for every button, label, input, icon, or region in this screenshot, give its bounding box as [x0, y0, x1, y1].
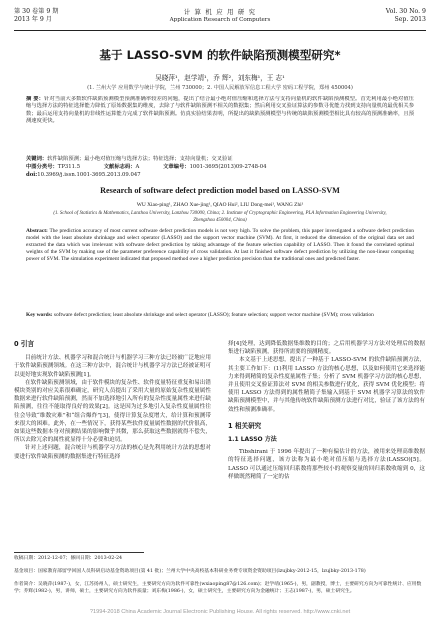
doi-label: doi: — [26, 172, 38, 178]
authors-cn: 吴晓萍¹，赵学靖¹，乔 辉²，刘东梅¹，王 志¹ — [155, 74, 285, 82]
footnote-bio: 作者简介：吴晓萍(1987-)，女，江苏扬州人，硕士研究生，主要研究方向为软件可靠性(wxiaoping87@126.com)；赵学靖(1965-)，男，副教授，博士，主要研究方向为可靠性统计、应用数学；乔辉(1982-)，男，讲师，硕士，主要研究方向为软件质量；刘东梅(1986-)，女，硕士研究生，主要研究方向为金融统计；王志(1987-)，男，硕士研究生。 — [14, 582, 422, 594]
header-right — [386, 8, 426, 24]
keywords-en — [26, 312, 414, 319]
intro-paragraph-1: 目前统计方法、机器学习和混合统计与机器学习三种方法已经被广泛地应用于软件缺陷预测领域。在这三种方法中，混合统计与机器学习方法已经被证明可以更好地实现软件缺陷预测[1]。 — [14, 355, 211, 378]
paper-title-en: Research of software defect prediction model based on LASSO-SVM — [100, 186, 340, 195]
doc-code-label: 文献标志码： — [103, 164, 136, 170]
body-column-right — [228, 340, 425, 481]
keywords-label-cn: 关键词： — [26, 156, 48, 162]
copyright-watermark: ?1994-2018 China Academic Journal Electronic Publishing House. All rights reserved. http://www.cnki.net — [89, 609, 351, 615]
right-paragraph-1: 择[4]处理，达到降低数据集维数的目的；之后用机器学习方法对处理后的数据集进行缺陷预测，获得所需要的预测精度。 — [228, 341, 425, 356]
running-header — [14, 8, 426, 30]
doi-line — [26, 172, 414, 179]
date-en: Sep. 2013 — [394, 16, 426, 23]
classification-line — [26, 164, 414, 171]
abstract-label-cn: 摘 要： — [26, 96, 44, 102]
lasso-paragraph: Tibshirani 于 1996 年提出了一种有偏估计的方法，被用来处理高维数据的特征选择问题，该方法称为最小绝对值压缩与选择方法(LASSO)[5]。LASSO 可以通过压缩回归系数将那些较小的观察变量的回归系数收缩到 0，这样做既然精简了一定的估 — [228, 449, 425, 480]
volume-cn: 第 30 卷第 9 期 — [14, 8, 59, 15]
subsection-heading-lasso: 1.1 LASSO 方法 — [228, 436, 277, 444]
keywords-text-en: software defect prediction; least absolute shrinkage and select operator (LASSO); feature selection; support vector machine (SVM); cross validation — [53, 312, 374, 318]
keywords-text-cn: 软件缺陷预测；最小绝对值压缩与选择方法；特征选择；支持向量机；交叉验证 — [47, 156, 233, 162]
journal-name-cn: 计 算 机 应 用 研 究 — [183, 8, 257, 16]
right-paragraph-2: 本文基于上述思想，提出了一种基于 LASSO-SVM 的软件缺陷预测方法，其主要工作如下：(1)利用 LASSO 方法的核心思想，以及如何使用它来选择能力来得到精简的复杂性度量属性子集；分析了 SVM 机器学习方法的核心思想，并且使用交叉验证算法对 SVM 的相关参数进行优化，获得 SVM 优化模型；将使用 LASSO 方法得到的属性精简子集输入到基于 SVM 机器学习算法的软件缺陷预测模型中，并与其他传统软件缺陷预测方法进行对比，验证了该方法的有效性和预测准确率。 — [228, 357, 425, 413]
keywords-cn — [26, 156, 414, 163]
abstract-text-cn: 针对当前大多数软件缺陷预测模型预测准确率较差的问题，提出了结合最小绝对值压缩和选择方法与支持向量机的软件缺陷预测模型。首先利用最小绝对值压缩与选择方法的特征选择能力降低了原始数据集的维度，去除了与软件缺陷预测不相关的数据集；然后利用交叉验证算法的参数寻优能力找到支持向量机的最优相关参数；最后运用支持向量机的非线性运算能力完成了软件缺陷预测。仿真实验结果表明，所提出的缺陷预测模型与传统的缺陷预测模型相比具有较高的预测准确率，且预测速度更快。 — [26, 96, 414, 125]
date-cn: 2013 年 9 月 — [14, 16, 52, 23]
article-number-label: 文章编号： — [163, 164, 190, 170]
journal-name-en: Application Research of Computers — [169, 17, 271, 23]
affiliation-en: (1. School of Statistics & Mathematics, Lanzhou University, Lanzhou 730000, China; 2. Institute of Cryptographic Engineering, PLA Information Engineering University, Zhengzhou 450004, China) — [53, 211, 387, 223]
article-number-value: 1001-3695(2013)09-2748-04 — [189, 164, 267, 170]
abstract-label-en: Abstract: — [26, 228, 48, 234]
clc-label: 中图分类号： — [26, 164, 58, 170]
intro-paragraph-2: 在软件缺陷预测领域，由于软件模块的复杂性、软件度量特征重复和易出错模块类别的对应关系很难确定，研究人员提出了采用大量的原始复杂性度量属性数据来进行软件缺陷预测，然而不加选择地引入所有的复杂性度量属性来进行缺陷预测，往往不能取得良好的效果[2]。这是因为过多地引入复杂性度量属性往往会导致“维数灾难”和“组合爆炸”[3]，使得计算复杂度增大，给计算和预测带来很大的困难。此外，在一些情况下，获得某些软件度量属性数据的代价很高，如果这些数据本身对预测结果的影响微乎其微，那么获取这些数据就得不偿失，所以去除冗余的属性就显得十分必要和迫切。 — [14, 379, 211, 444]
footnote-fund: 基金项目：国家教育部留学回国人员科研启动基金资助项目(第 41 批)；兰州大学中央高校基本科研业务费专项资金资助项目(lzujbky-2012-15，lzujbky-2013-178) — [14, 569, 366, 574]
affiliation-cn: (1. 兰州大学 应用数学与统计学院，兰州 730000；2. 中国人民解放军信息工程大学 密码工程学院，郑州 450004) — [87, 85, 353, 91]
section-heading-intro: 0 引言 — [14, 340, 35, 348]
intro-paragraph-3: 针对上述问题，混合统计与机器学习方法的核心是先利用统计方法的思想对要进行软件缺陷预测的数据集进行特征选择 — [14, 445, 211, 460]
footnote-dates: 收稿日期：2012-12-07；修回日期：2013-02-24 — [14, 556, 123, 561]
abstract-cn — [26, 96, 414, 156]
body-column-left — [14, 340, 211, 461]
abstract-text-en: The prediction accuracy of most current software defect prediction models is not very high. To solve the problem, this paper investigated a software defect prediction model with the least absolute shrinkage and select operator (LASSO) and the support vector machine (SVM). At first, it reduced the dimension of the original data set and extracted the data which was irrelevant with software defect prediction by taking advantage of the feature selection capability of LASSO. Then it found the correlated optimal weights of the SVM by making use of the parameter preference capability of cross validation. At last it finished software defect prediction by utilizing the non-linear computing power of SVM. The simulation experiment indicated that proposed method owe a higher prediction precision than the traditional ones and predicted faster. — [26, 228, 414, 263]
abstract-en — [26, 228, 414, 312]
header-rule — [14, 30, 426, 31]
volume-en: Vol. 30 No. 9 — [385, 8, 426, 15]
clc-value: TP311.5 — [57, 164, 81, 170]
keywords-label-en: Key words: — [26, 312, 53, 318]
doc-code-value: A — [135, 164, 140, 170]
paper-title-cn: 基于 LASSO-SVM 的软件缺陷预测模型研究* — [99, 48, 341, 62]
authors-en: WU Xiao-ping¹, ZHAO Xue-jing¹, QIAO Hui², LIU Dong-mei¹, WANG Zhi¹ — [136, 202, 304, 208]
footnote-rule — [14, 552, 144, 553]
section-heading-related: 1 相关研究 — [228, 421, 262, 430]
header-center — [14, 8, 426, 24]
doi-value[interactable]: 10.3969/j.issn.1001-3695.2013.09.047 — [37, 172, 141, 178]
